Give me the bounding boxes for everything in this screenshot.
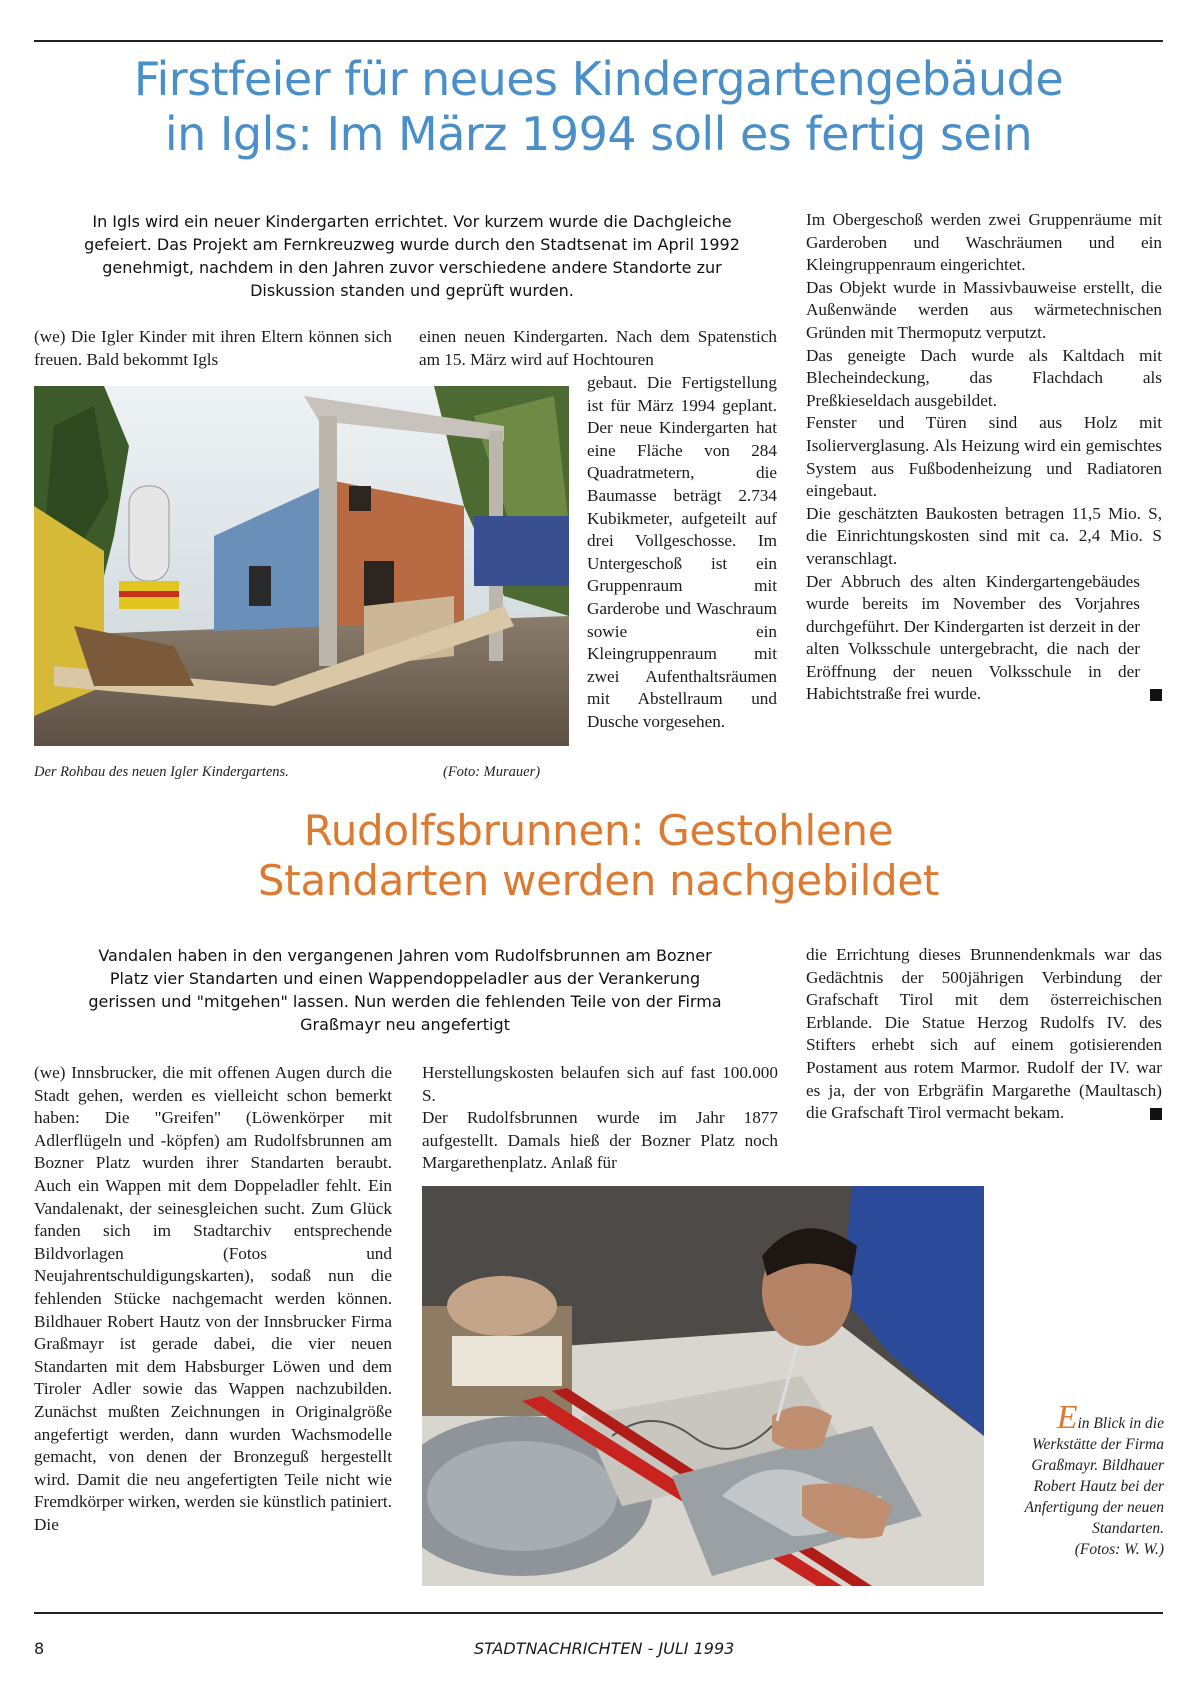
article1-col2-top: einen neuen Kindergarten. Nach dem Spatenstich am 15. März wird auf Hochtouren xyxy=(419,327,777,369)
article2-lead: Vandalen haben in den vergangenen Jahren vom Rudolfsbrunnen am Bozner Platz vier Standarten und einen Wappendoppeladler aus der Verankerung gerissen und "mitgehen" lassen. Nun werden die fehlenden Teile von der Firma Graßmayr neu angefertigt xyxy=(88,946,722,1034)
page-number: 8 xyxy=(34,1639,45,1658)
workshop-photo xyxy=(422,1186,984,1586)
article1-col3-p2: Das Objekt wurde in Massivbauweise erstellt, die Außenwände werden aus wärmetechnischen Gründen mit Thermoputz verputzt. xyxy=(806,277,1162,342)
kindergarten-construction-photo xyxy=(34,386,569,746)
article1-col3-p3: Das geneigte Dach wurde als Kaltdach mit Blecheindeckung, das Flachdach als Preßkieseldach ausgebildet. xyxy=(806,345,1162,410)
article1-photo-credit: (Foto: Murauer) xyxy=(443,764,541,780)
article2-headline xyxy=(34,806,1163,907)
article2-photo-caption xyxy=(1014,1399,1164,1560)
article1-headline-line1: Firstfeier für neues Kindergartengebäude xyxy=(133,52,1064,106)
end-of-article-square-icon xyxy=(1150,689,1162,701)
article2-caption-text: in Blick in die Werkstätte der Firma Graßmayr. Bildhauer Robert Hautz bei der Anfertigung der neuen Standarten. xyxy=(1024,1415,1164,1537)
article2-headline-line1: Rudolfsbrunnen: Gestohlene xyxy=(303,806,894,855)
article2-col1: (we) Innsbrucker, die mit offenen Augen durch die Stadt gehen, werden es vielleicht schon bemerkt haben: Die "Greifen" (Löwenkörper mit Adlerflügeln und -köpfen) am Rudolfsbrunnen am Bozner Platz wurden ihrer Standarten beraubt. Auch ein Wappen mit dem Doppeladler fehlt. Ein Vandalenakt, der seinesgleichen sucht. Zum Glück fanden sich im Stadtarchiv entsprechende Bildvorlagen (Fotos und Neujahrentschuldigungskarten), sodaß nun die fehlenden Stücke nachgemacht werden können. Bildhauer Robert Hautz von der Innsbrucker Firma Graßmayr ist gerade dabei, die vier neuen Standarten mit dem Habsburger Löwen und dem Tiroler Adler sowie das Wappen nachzubilden. Zunächst mußten Zeichnungen in Originalgröße angefertigt werden, dann wurden Wachsmodelle gemacht, von denen der Bronzeguß hergestellt wird. Damit die neu angefertigten Teile nicht wie Fremdkörper wirken, werden sie künstlich patiniert. Die xyxy=(34,1063,392,1534)
article1-headline xyxy=(34,52,1163,162)
article1-col2-side: gebaut. Die Fertigstellung ist für März 1994 geplant. Der neue Kindergarten hat eine Fläche von 284 Quadratmetern, die Baumasse beträgt 2.734 Kubikmeter, aufgeteilt auf drei Vollgeschosse. Im Untergeschoß ist ein Gruppenraum mit Garderobe und Waschraum sowie ein Kleingruppenraum mit zwei Aufenthaltsräumen mit Abstellraum und Dusche vorgesehen. xyxy=(587,373,777,731)
workshop-photo-illustration xyxy=(422,1186,984,1586)
article1-col3 xyxy=(806,209,1162,706)
article2-photo-credit: (Fotos: W. W.) xyxy=(1074,1541,1164,1558)
article1-lead: In Igls wird ein neuer Kindergarten errichtet. Vor kurzem wurde die Dachgleiche gefeiert. Das Projekt am Fernkreuzweg wurde durch den Stadtsenat im April 1992 genehmigt, nachdem in den Jahren zuvor verschiedene andere Standorte zur Diskussion standen und geprüft wurden. xyxy=(84,212,740,300)
bottom-rule xyxy=(34,1612,1163,1614)
article1-col3-p6-text: Der Abbruch des alten Kindergartengebäudes wurde bereits im November des Vorjahres durchgeführt. Der Kindergarten ist derzeit in der alten Volksschule untergebracht, die nach der Eröffnung der neuen Volksschule in der Habichtstraße frei wurde. xyxy=(806,571,1140,704)
article2-col3 xyxy=(806,944,1162,1125)
article2-col2-p2: Der Rudolfsbrunnen wurde im Jahr 1877 aufgestellt. Damals hieß der Bozner Platz noch Margarethenplatz. Anlaß für xyxy=(422,1108,778,1173)
publication-footer: STADTNACHRICHTEN - JULI 1993 xyxy=(474,1639,735,1658)
article1-col3-p4: Fenster und Türen sind aus Holz mit Isolierverglasung. Als Heizung wird ein gemischtes System aus Fußbodenheizung und Radiatoren eingebaut. xyxy=(806,413,1162,501)
article2-col2 xyxy=(422,1062,778,1175)
article1-col3-p5: Die geschätzten Baukosten betragen 11,5 Mio. S, die Einrichtungskosten sind mit ca. 2,4 Mio. S veranschlagt. xyxy=(806,503,1162,568)
article1-headline-line2: in Igls: Im März 1994 soll es fertig sein xyxy=(164,107,1033,162)
article2-headline-line2: Standarten werden nachgebildet xyxy=(257,856,940,906)
article1-col3-p6 xyxy=(806,571,1162,707)
article1-photo-caption: Der Rohbau des neuen Igler Kindergartens. xyxy=(34,764,289,780)
article1-col1-top: (we) Die Igler Kinder mit ihren Eltern können sich freuen. Bald bekommt Igls xyxy=(34,327,392,369)
article1-col3-p1: Im Obergeschoß werden zwei Gruppenräume mit Garderoben und Waschräumen und ein Kleingruppenraum eingerichtet. xyxy=(806,210,1162,275)
top-rule xyxy=(34,40,1163,42)
end-of-article2-square-icon xyxy=(1150,1108,1162,1120)
article2-col2-p1: Herstellungskosten belaufen sich auf fast 100.000 S. xyxy=(422,1063,778,1105)
article2-col3-text: die Errichtung dieses Brunnendenkmals war das Gedächtnis der 500jährigen Verbindung der Grafschaft Tirol mit dem österreichischen Erblande. Die Statue Herzog Rudolfs IV. des Stifters erhebt sich auf einem gotisierenden Postament aus rotem Marmor. Rudolf der IV. war es ja, der von Erbgräfin Margarethe (Maultasch) die Grafschaft Tirol vermacht bekam. xyxy=(806,945,1162,1123)
caption-initial-letter: E xyxy=(1056,1399,1078,1436)
construction-photo-illustration xyxy=(34,386,569,746)
